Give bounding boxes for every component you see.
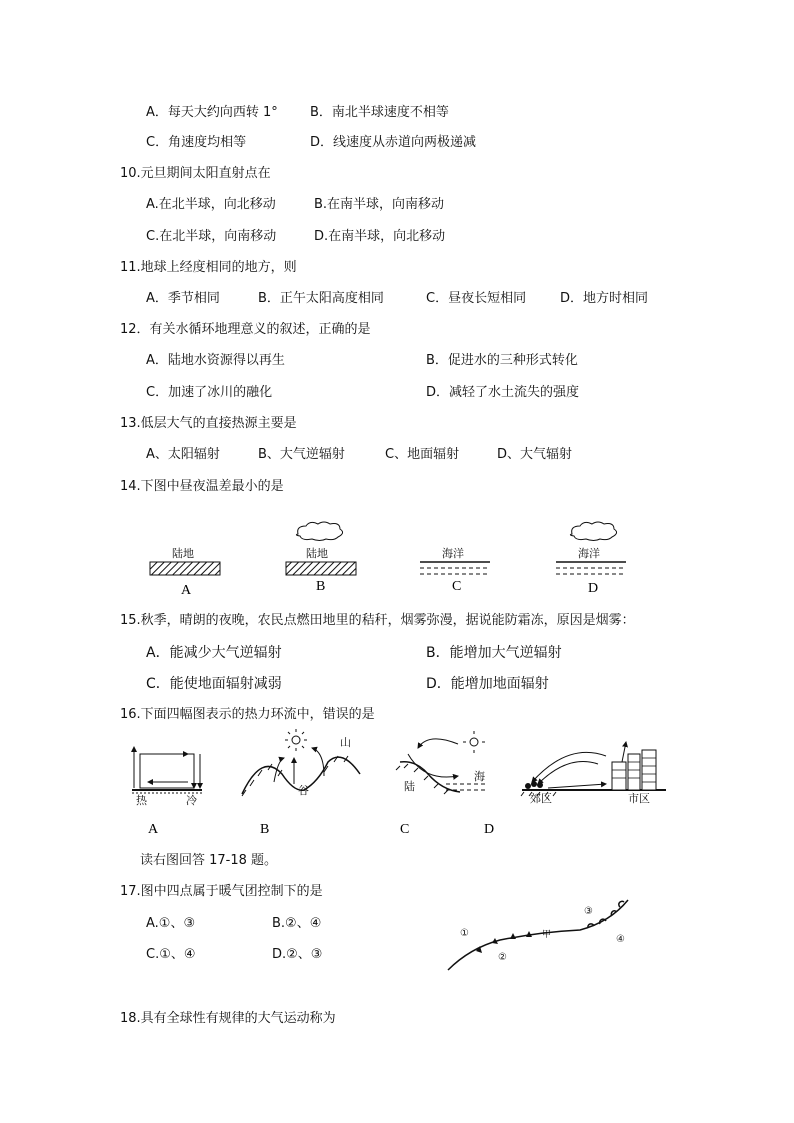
cloud-icon <box>296 522 342 541</box>
sun-icon <box>470 738 478 746</box>
q14-panel-a <box>150 546 220 598</box>
q13-option-a: A、太阳辐射 <box>146 447 220 462</box>
sun-icon <box>292 736 300 744</box>
q12-option-d: D．减轻了水土流失的强度 <box>426 385 580 400</box>
q9-option-c: C．角速度均相等 <box>146 135 247 150</box>
q14-ocean-label-d: 海洋 <box>578 547 600 560</box>
q10-option-d: D.在南半球，向北移动 <box>314 229 446 244</box>
q16-cap-b: B <box>260 822 270 837</box>
cloud-icon <box>570 522 616 541</box>
q16-panel-a <box>132 747 202 837</box>
q14-stem: 14.下图中昼夜温差最小的是 <box>120 479 284 494</box>
q17-option-b: B.②、④ <box>272 916 322 931</box>
q16-hot-label: 热 <box>136 794 147 807</box>
q10-stem: 10.元旦期间太阳直射点在 <box>120 166 271 181</box>
q17-option-a: A.①、③ <box>146 916 196 931</box>
q16-cap-d: D <box>484 822 495 837</box>
q16-valley-label: 谷 <box>298 784 309 797</box>
q14-cap-b: B <box>316 579 326 594</box>
q14-land-label-a: 陆地 <box>172 547 194 560</box>
q14-panel-d <box>556 522 626 596</box>
q17-point-4: ④ <box>616 934 625 945</box>
q17-point-1: ① <box>460 928 469 939</box>
q16-suburb-label: 郊区 <box>530 792 552 805</box>
q14-cap-c: C <box>452 579 462 594</box>
q10-option-b: B.在南半球，向南移动 <box>314 197 445 212</box>
q11-option-c: C．昼夜长短相同 <box>426 291 527 306</box>
q17-option-d: D.②、③ <box>272 947 323 962</box>
q17-point-3: ③ <box>584 906 593 917</box>
q14-ocean-label-c: 海洋 <box>442 547 464 560</box>
q15-option-c: C．能使地面辐射减弱 <box>146 676 282 692</box>
q15-option-a: A．能减少大气逆辐射 <box>146 645 282 661</box>
q12-option-b: B．促进水的三种形式转化 <box>426 353 578 368</box>
q16-land-label: 陆 <box>404 780 415 793</box>
q12-option-a: A．陆地水资源得以再生 <box>146 353 285 368</box>
q14-figure <box>140 522 640 602</box>
q17-option-c: C.①、④ <box>146 947 196 962</box>
q14-land-label-b: 陆地 <box>306 547 328 560</box>
q11-option-d: D．地方时相同 <box>560 291 649 306</box>
intro-text: 读右图回答 17-18 题。 <box>140 853 278 868</box>
q13-option-b: B、大气逆辐射 <box>258 447 345 462</box>
q15-stem: 15.秋季，晴朗的夜晚，农民点燃田地里的秸秆，烟雾弥漫，据说能防霜冻，原因是烟雾： <box>120 613 635 628</box>
q16-figure <box>128 732 668 842</box>
q10-option-a: A.在北半球，向北移动 <box>146 197 276 212</box>
q16-cold-label: 冷 <box>186 794 197 807</box>
q16-panel-c <box>396 731 488 837</box>
q16-panel-d <box>484 742 666 837</box>
q15-option-b: B．能增加大气逆辐射 <box>426 645 562 661</box>
q18-stem: 18.具有全球性有规律的大气运动称为 <box>120 1011 336 1026</box>
q15-option-d: D．能增加地面辐射 <box>426 676 549 692</box>
q11-option-b: B．正午太阳高度相同 <box>258 291 384 306</box>
q12-stem: 12．有关水循环地理意义的叙述，正确的是 <box>120 322 371 337</box>
q16-cap-a: A <box>148 822 159 837</box>
q16-panel-b <box>242 729 360 837</box>
q14-cap-d: D <box>588 581 599 596</box>
q9-option-b: B．南北半球速度不相等 <box>310 105 449 120</box>
q16-mountain-label: 山 <box>340 736 351 749</box>
q16-sea-label: 海 <box>474 770 485 783</box>
q11-option-a: A．季节相同 <box>146 291 220 306</box>
q14-cap-a: A <box>181 583 192 598</box>
q14-panel-b <box>286 522 356 594</box>
q17-front-figure <box>440 892 640 976</box>
q9-option-a: A．每天大约向西转 1° <box>146 105 278 120</box>
q13-option-d: D、大气辐射 <box>497 447 573 462</box>
q16-city-label: 市区 <box>628 792 650 805</box>
q12-option-c: C．加速了冰川的融化 <box>146 385 273 400</box>
q11-stem: 11.地球上经度相同的地方，则 <box>120 260 297 275</box>
q13-option-c: C、地面辐射 <box>385 447 460 462</box>
q17-stem: 17.图中四点属于暖气团控制下的是 <box>120 884 323 899</box>
q10-option-c: C.在北半球，向南移动 <box>146 229 277 244</box>
q16-cap-c: C <box>400 822 410 837</box>
q16-stem: 16.下面四幅图表示的热力环流中，错误的是 <box>120 707 375 722</box>
q9-option-d: D．线速度从赤道向两极递减 <box>310 135 477 150</box>
q17-jia-label: 甲 <box>542 930 552 940</box>
q14-panel-c <box>420 546 490 594</box>
q17-point-2: ② <box>498 952 507 963</box>
q13-stem: 13.低层大气的直接热源主要是 <box>120 416 297 431</box>
